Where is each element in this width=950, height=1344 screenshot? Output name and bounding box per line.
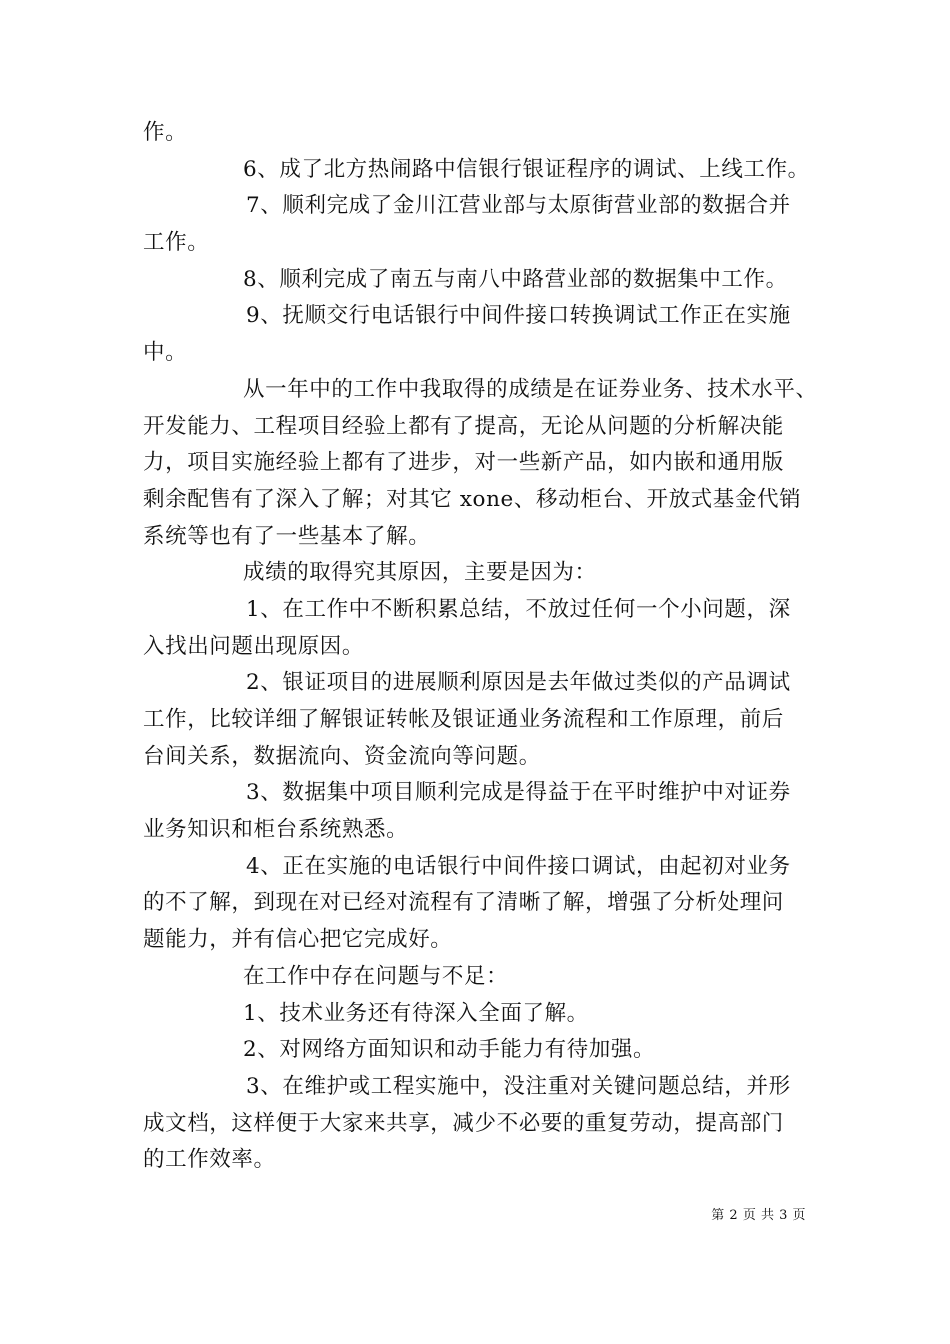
- text-line: 系统等也有了一些基本了解。: [143, 523, 431, 549]
- text-line: 工作，比较详细了解银证转帐及银证通业务流程和工作原理，前后: [143, 707, 784, 732]
- text-line: 6、成了北方热闹路中信银行银证程序的调试、上线工作。: [243, 156, 810, 182]
- text-line: 成绩的取得究其原因，主要是因为：: [243, 560, 597, 586]
- text-line: 业务知识和柜台系统熟悉。: [143, 817, 409, 843]
- text-line: 2、对网络方面知识和动手能力有待加强。: [243, 1037, 656, 1063]
- text-line: 9、抚顺交行电话银行中间件接口转换调试工作正在实施: [246, 303, 791, 329]
- text-line: 3、在维护或工程实施中，没注重对关键问题总结，并形: [246, 1073, 791, 1099]
- text-line: 1、在工作中不断积累总结，不放过任何一个小问题，深: [246, 596, 791, 622]
- text-line: 7、顺利完成了金川江营业部与太原街营业部的数据合并: [246, 193, 791, 219]
- text-line: 3、数据集中项目顺利完成是得益于在平时维护中对证券: [246, 780, 791, 806]
- text-line: 8、顺利完成了南五与南八中路营业部的数据集中工作。: [243, 266, 788, 292]
- page-number: 第 2 页 共 3 页: [711, 1208, 806, 1223]
- text-line: 4、正在实施的电话银行中间件接口调试，由起初对业务: [246, 853, 791, 879]
- text-line: 力，项目实施经验上都有了进步，对一些新产品，如内嵌和通用版: [143, 450, 784, 476]
- text-line: 剩余配售有了深入了解；对其它 xone、移动柜台、开放式基金代销: [143, 486, 802, 512]
- text-line: 工作。: [143, 230, 210, 256]
- text-line: 题能力，并有信心把它完成好。: [143, 927, 453, 953]
- text-line: 入找出问题出现原因。: [143, 633, 365, 659]
- text-line: 中。: [143, 340, 188, 366]
- text-line: 1、技术业务还有待深入全面了解。: [243, 1000, 589, 1026]
- text-line: 开发能力、工程项目经验上都有了提高，无论从问题的分析解决能: [143, 413, 784, 439]
- text-line: 作。: [143, 120, 188, 145]
- text-line: 的工作效率。: [143, 1147, 276, 1173]
- body-text: [143, 115, 833, 1179]
- text-line: 的不了解，到现在对已经对流程有了清晰了解，增强了分析处理问: [143, 890, 784, 916]
- text-line: 从一年中的工作中我取得的成绩是在证券业务、技术水平、: [243, 376, 818, 402]
- text-line: 2、银证项目的进展顺利原因是去年做过类似的产品调试: [246, 670, 791, 696]
- text-line: 在工作中存在问题与不足：: [243, 963, 509, 989]
- text-line: 成文档，这样便于大家来共享，减少不必要的重复劳动，提高部门: [143, 1110, 784, 1136]
- text-line: 台间关系，数据流向、资金流向等问题。: [143, 743, 541, 769]
